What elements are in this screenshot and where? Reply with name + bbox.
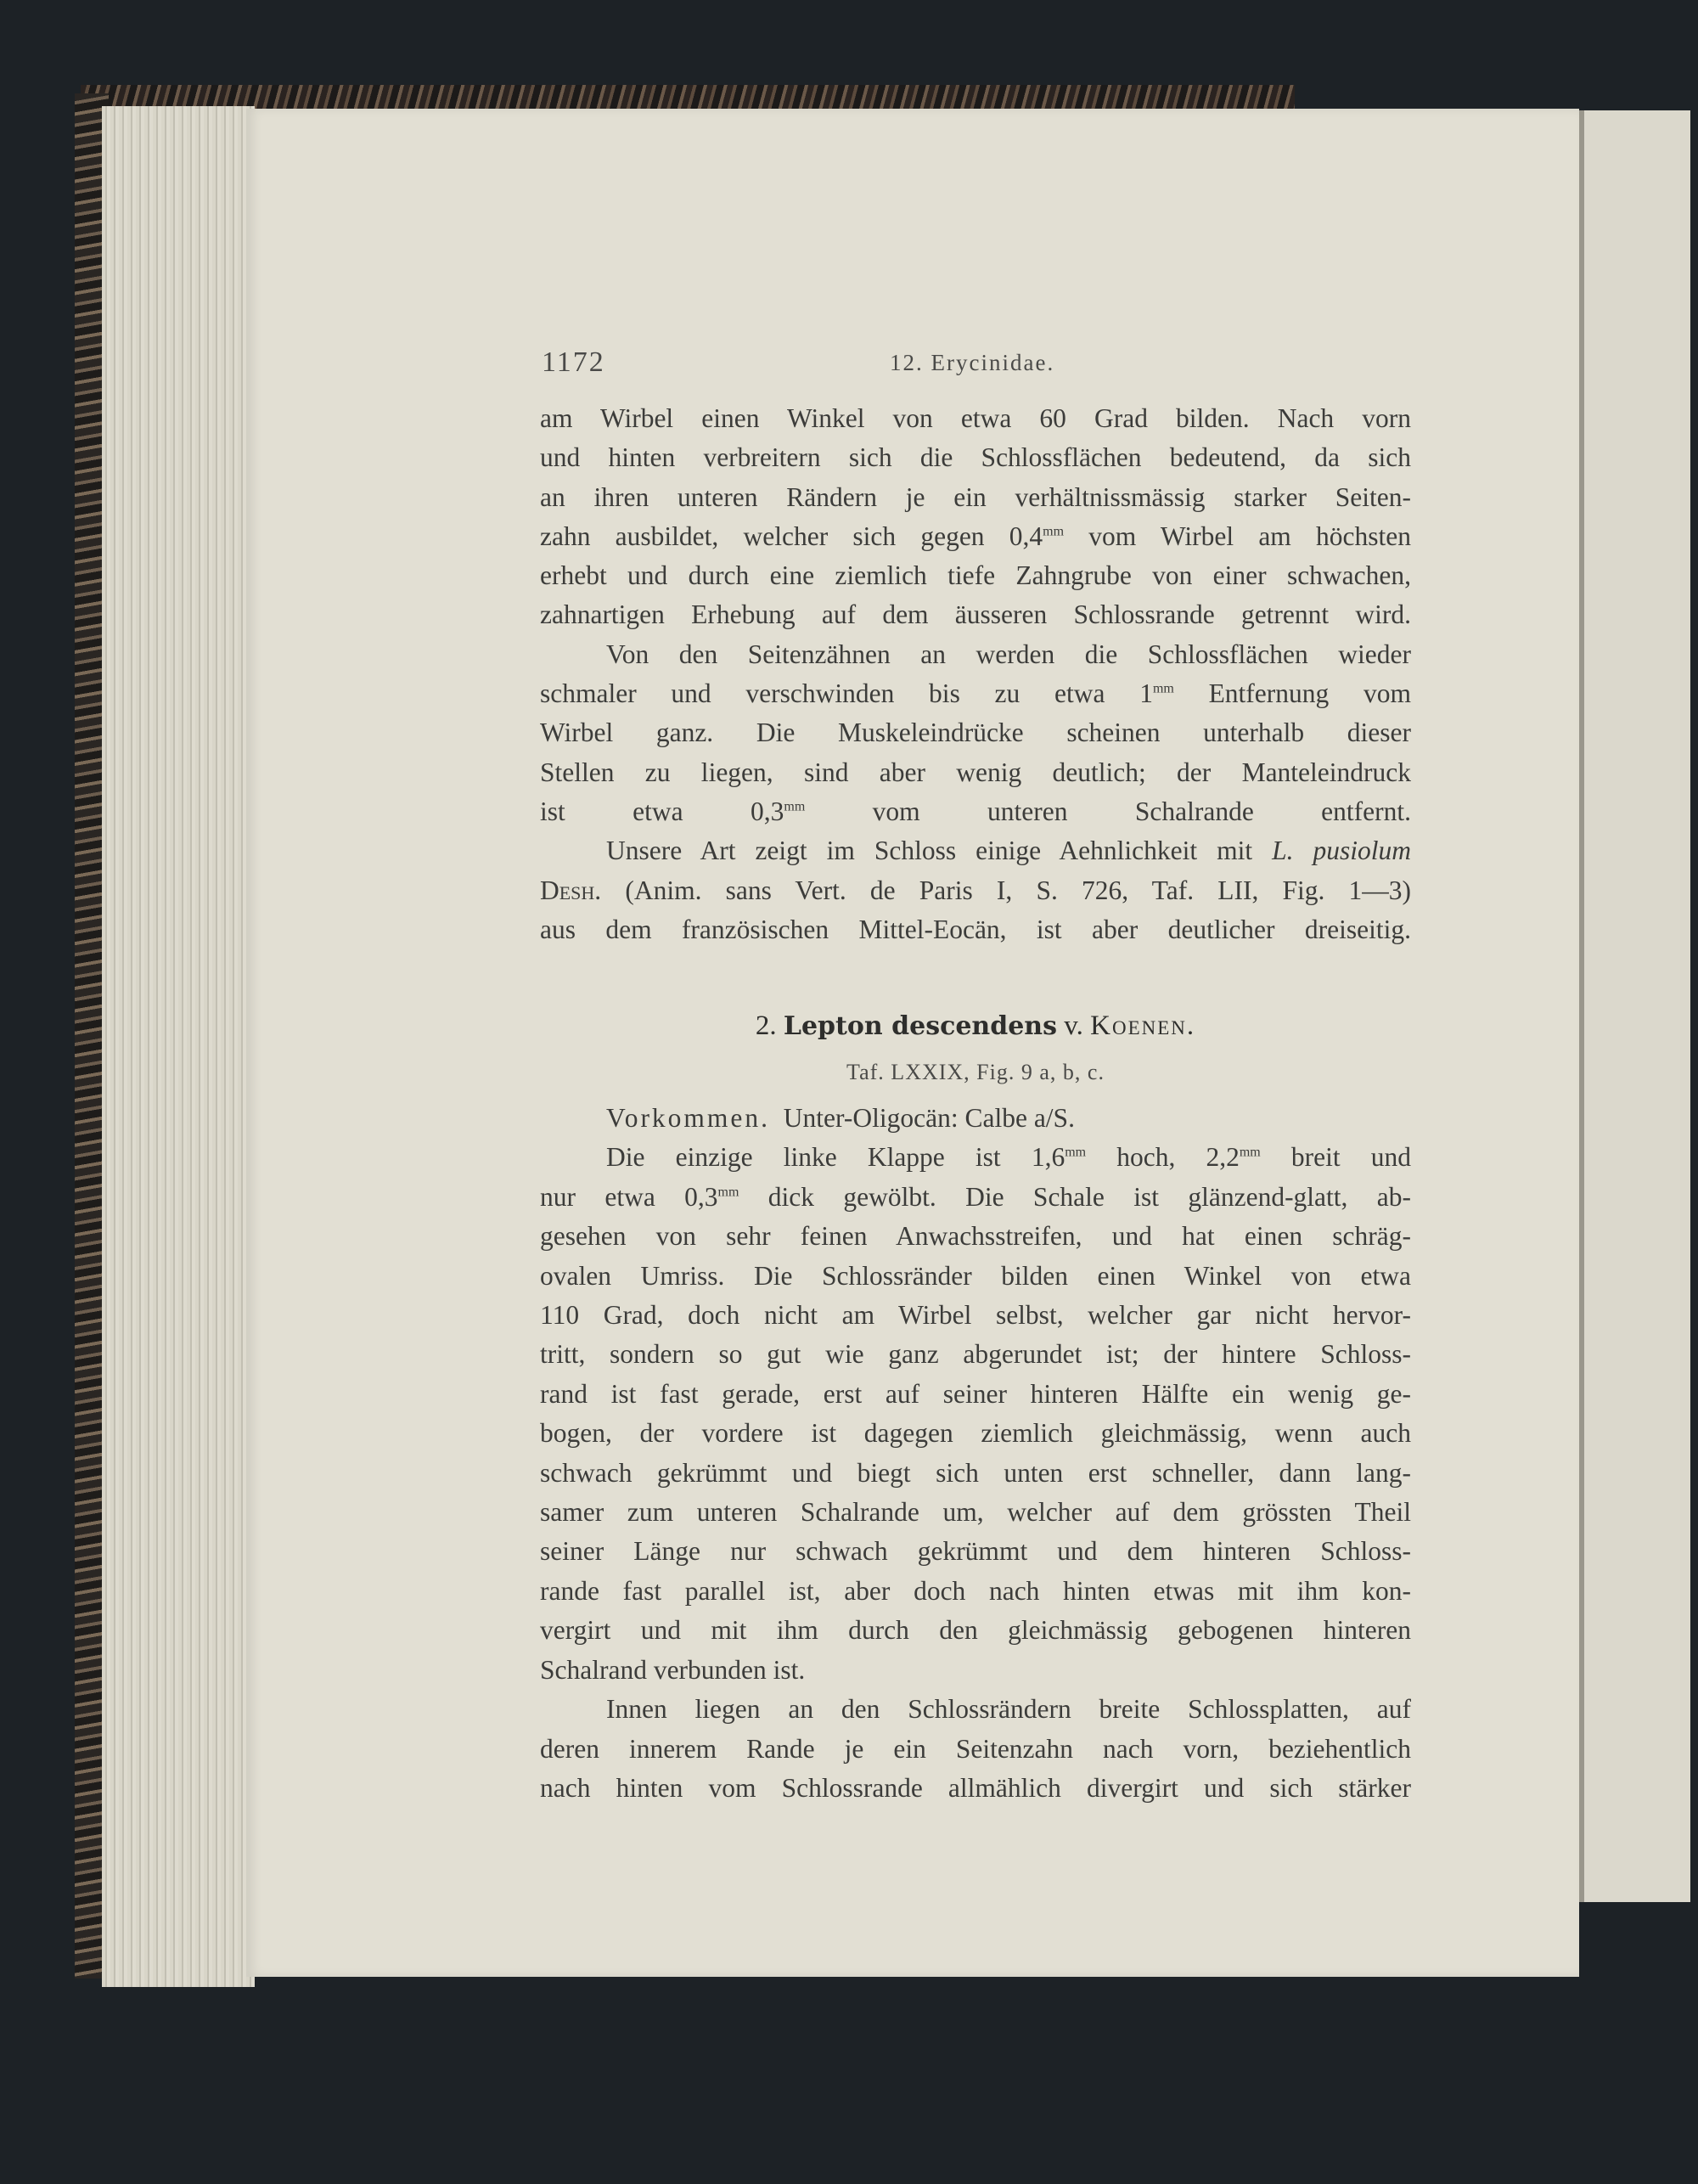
occurrence-line (540, 1099, 1411, 1138)
text-line: tritt, sondern so gut wie ganz abgerundet ist; der hintere Schloss- (540, 1339, 1411, 1370)
body-text-bottom (540, 1099, 1411, 1808)
text-line: Unsere Art zeigt im Schloss einige Aehnlichkeit mit L. pusiolum (606, 836, 1411, 866)
text-line: rande fast parallel ist, aber doch nach hinten etwas mit ihm kon- (540, 1575, 1411, 1606)
occurrence-label: Vorkommen. (606, 1103, 771, 1133)
text-line: Wirbel ganz. Die Muskeleindrücke scheinen unterhalb dieser (540, 718, 1411, 748)
page-edges (102, 106, 255, 1987)
text-line: schmaler und verschwinden bis zu etwa $1^{mm}$ Entfernung vom (540, 678, 1411, 709)
text-line: ovalen Umriss. Die Schlossränder bilden einen Winkel von etwa (540, 1260, 1411, 1291)
body-text-top (540, 399, 1411, 949)
author-prefix: v. (1064, 1010, 1083, 1041)
text-line: seiner Länge nur schwach gekrümmt und dem hinteren Schloss- (540, 1536, 1411, 1567)
species-heading (540, 1010, 1411, 1042)
text-line: Innen liegen an den Schlossrändern breite Schlossplatten, auf (606, 1694, 1411, 1725)
text-line: 110 Grad, doch nicht am Wirbel selbst, welcher gar nicht hervor- (540, 1300, 1411, 1331)
species-number: 2. (755, 1010, 777, 1041)
species-name: Lepton descendens (783, 1011, 1058, 1041)
text-line: Von den Seitenzähnen an werden die Schlossflächen wieder (606, 639, 1411, 669)
text-line: nur etwa $0,3^{mm}$ dick gewölbt. Die Schale ist glänzend-glatt, ab- (540, 1181, 1411, 1212)
text-line: am Wirbel einen Winkel von etwa 60 Grad bilden. Nach vorn (540, 403, 1411, 433)
text-line: ist etwa $0,3^{mm}$ vom unteren Schalrande entfernt. (540, 796, 1411, 826)
text-line: deren innerem Rande je ein Seitenzahn nach vorn, beziehentlich (540, 1733, 1411, 1764)
species-author: Koenen. (1090, 1010, 1196, 1041)
text-line: aus dem französischen Mittel-Eocän, ist aber deutlicher dreiseitig. (540, 914, 1411, 944)
paragraph-1 (540, 399, 1411, 635)
text-line: Schalrand verbunden ist. (540, 1654, 806, 1685)
text-line: samer zum unteren Schalrande um, welcher auf dem grössten Theil (540, 1497, 1411, 1528)
page-number: 1172 (542, 346, 605, 378)
text-line: vergirt und mit ihm durch den gleichmässig gebogenen hinteren (540, 1615, 1411, 1646)
text-line: nach hinten vom Schlossrande allmählich divergirt und sich stärker (540, 1772, 1411, 1803)
text-line: zahnartigen Erhebung auf dem äusseren Schlossrande getrennt wird. (540, 599, 1411, 630)
text-line: rand ist fast gerade, erst auf seiner hinteren Hälfte ein wenig ge- (540, 1378, 1411, 1409)
text-line: zahn ausbildet, welcher sich gegen $0,4^{mm}$ vom Wirbel am höchsten (540, 521, 1411, 551)
paragraph-3 (540, 831, 1411, 949)
text-line: bogen, der vordere ist dagegen ziemlich gleichmässig, wenn auch (540, 1418, 1411, 1449)
text-line: gesehen von sehr feinen Anwachsstreifen, und hat einen schräg- (540, 1221, 1411, 1252)
occurrence-value: Unter-Oligocän: Calbe a/S. (783, 1103, 1075, 1133)
text-line: Stellen zu liegen, sind aber wenig deutlich; der Manteleindruck (540, 757, 1411, 787)
plate-reference: Taf. LXXIX, Fig. 9 a, b, c. (846, 1060, 1105, 1084)
text-line: an ihren unteren Rändern je ein verhältnissmässig starker Seiten- (540, 481, 1411, 512)
paragraph-2 (540, 635, 1411, 831)
text-line: erhebt und durch eine ziemlich tiefe Zahngrube von einer schwachen, (540, 560, 1411, 591)
facing-page-edge (1579, 110, 1690, 1902)
text-line: Desh. (Anim. sans Vert. de Paris I, S. 726, Taf. LII, Fig. 1—3) (540, 875, 1411, 905)
page-header (542, 346, 1408, 389)
text-line: und hinten verbreitern sich die Schlossflächen bedeutend, da sich (540, 442, 1411, 473)
running-title: 12. Erycinidae. (890, 350, 1055, 375)
text-line: Die einzige linke Klappe ist $1,6^{mm}$ hoch, $2,2^{mm}$ breit und (606, 1142, 1411, 1173)
text-line: schwach gekrümmt und biegt sich unten erst schneller, dann lang- (540, 1457, 1411, 1488)
